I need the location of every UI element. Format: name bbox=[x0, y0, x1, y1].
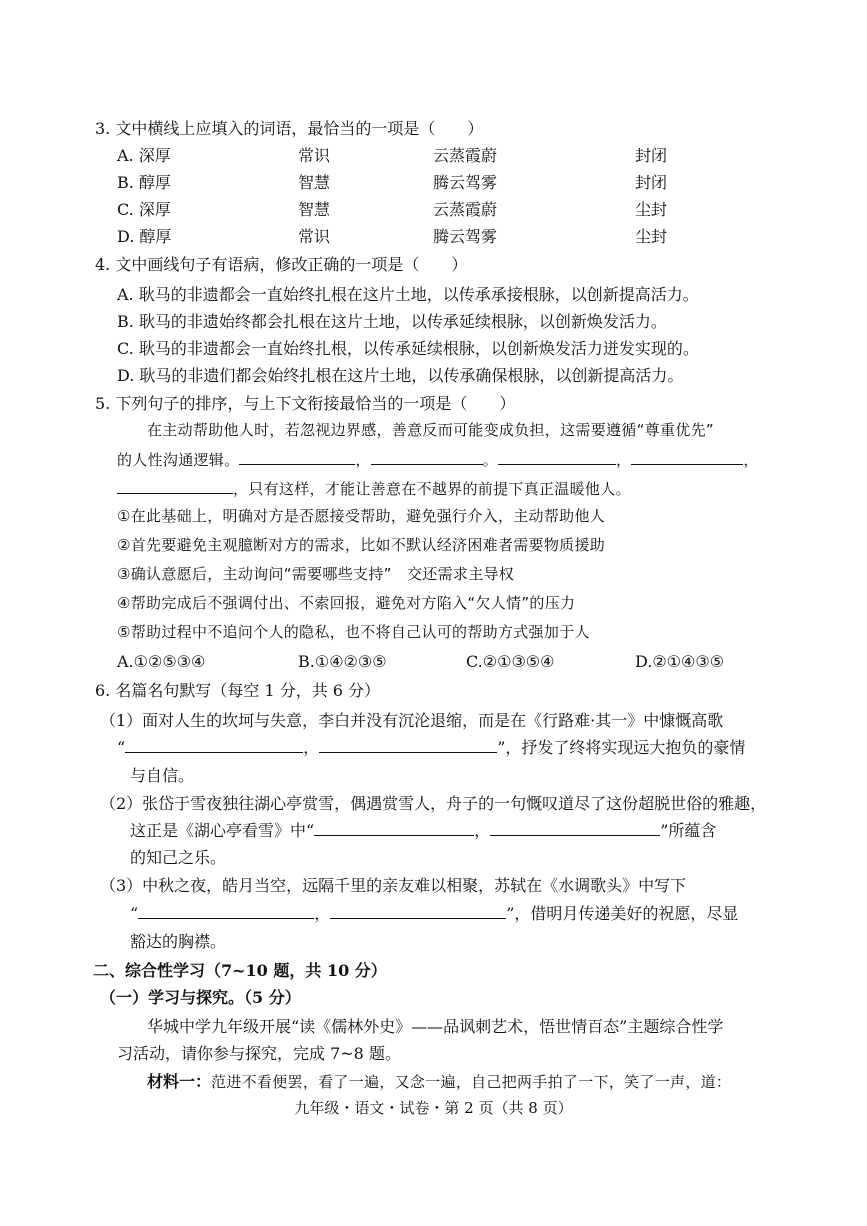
q3-option-d-3: 腾云驾雾 bbox=[433, 227, 498, 246]
q5-item-5: ⑤帮助过程中不追问个人的隐私，也不将自己认可的帮助方式强加于人 bbox=[117, 623, 590, 641]
q5-passage-line3 bbox=[117, 478, 631, 500]
material-text: 范进不看便罢，看了一遍，又念一遍，自己把两手拍了一下，笑了一声，道： bbox=[211, 1073, 732, 1091]
q6-blank-3[interactable] bbox=[314, 820, 474, 836]
q5-passage-line2 bbox=[117, 449, 759, 471]
q5-stem: 5. 下列句子的排序，与上下文衔接最恰当的一项是（ ） bbox=[95, 394, 516, 413]
page-footer: 九年级・语文・试卷・第 2 页（共 8 页） bbox=[294, 1099, 573, 1117]
q4-option-d: D. 耿马的非遗们都会始终扎根在这片土地，以传承确保根脉，以创新提高活力。 bbox=[117, 366, 684, 385]
q5-blank-5[interactable] bbox=[117, 478, 233, 494]
sub-section-heading: （一）学习与探究。（5 分） bbox=[100, 988, 301, 1007]
q5-choice-a: A.①②⑤③④ bbox=[117, 652, 206, 671]
q5-passage-end: ，只有这样，才能让善意在不越界的前提下真正温暖他人。 bbox=[233, 480, 631, 498]
q5-item-4: ④帮助完成后不强调付出、不索回报，避免对方陷入“欠人情”的压力 bbox=[117, 594, 576, 612]
q6-p3-line1: （3）中秋之夜，皓月当空，远隔千里的亲友难以相聚，苏轼在《水调歌头》中写下 bbox=[100, 876, 687, 895]
q3-option-a-4: 封闭 bbox=[635, 146, 668, 165]
q3-option-c-4: 尘封 bbox=[635, 200, 668, 219]
comma: ， bbox=[303, 738, 320, 757]
q6-p1-line3: 与自信。 bbox=[130, 766, 195, 785]
q5-choice-c: C.②①③⑤④ bbox=[466, 652, 555, 671]
q6-blank-4[interactable] bbox=[490, 820, 660, 836]
q5-passage-text: 的人性沟通逻辑。 bbox=[117, 451, 240, 469]
q6-p3-end: ”，借明月传递美好的祝愿，尽显 bbox=[506, 904, 739, 923]
q5-item-1: ①在此基础上，明确对方是否愿接受帮助，避免强行介入，主动帮助他人 bbox=[117, 507, 606, 525]
q3-stem: 3. 文中横线上应填入的词语，最恰当的一项是（ ） bbox=[95, 119, 484, 138]
q5-blank-4[interactable] bbox=[631, 449, 743, 465]
q5-blank-3[interactable] bbox=[498, 449, 616, 465]
q4-option-b: B. 耿马的非遗始终都会扎根在这片土地，以传承延续根脉，以创新焕发活力。 bbox=[117, 312, 667, 331]
comma: ， bbox=[314, 904, 331, 923]
section-intro-line1: 华城中学九年级开展“读《儒林外史》——品讽刺艺术，悟世情百态”主题综合性学 bbox=[147, 1017, 724, 1036]
q3-option-a-3: 云蒸霞蔚 bbox=[433, 146, 498, 165]
q3-option-b-3: 腾云驾雾 bbox=[433, 173, 498, 192]
q5-passage-line1: 在主动帮助他人时，若忽视边界感，善意反而可能变成负担，这需要遵循“尊重优先” bbox=[147, 421, 714, 439]
q5-item-3: ③确认意愿后，主动询问“需要哪些支持” 交还需求主导权 bbox=[117, 565, 515, 583]
comma: ， bbox=[355, 451, 371, 469]
open-quote: “ bbox=[130, 904, 139, 923]
q6-p2-line1: （2）张岱于雪夜独往湖心亭赏雪，偶遇赏雪人，舟子的一句慨叹道尽了这份超脱世俗的雅趣， bbox=[100, 794, 767, 813]
q3-option-b-4: 封闭 bbox=[635, 173, 668, 192]
material-one bbox=[147, 1071, 731, 1093]
q4-stem: 4. 文中画线句子有语病，修改正确的一项是（ ） bbox=[95, 255, 468, 274]
q6-blank-2[interactable] bbox=[319, 737, 497, 753]
q6-p2-start: 这正是《湖心亭看雪》中“ bbox=[130, 821, 315, 840]
q6-p2-line3: 的知己之乐。 bbox=[130, 848, 227, 867]
q3-option-d-1: D. 醇厚 bbox=[117, 227, 172, 246]
q6-blank-5[interactable] bbox=[138, 903, 314, 919]
q3-option-a-2: 常识 bbox=[298, 146, 331, 165]
comma: ， bbox=[474, 821, 491, 840]
q6-p1-line1: （1）面对人生的坎坷与失意，李白并没有沉沦退缩，而是在《行路难·其一》中慷慨高歌 bbox=[100, 711, 724, 730]
q6-p3-line2 bbox=[130, 903, 738, 925]
q3-option-b-1: B. 醇厚 bbox=[117, 173, 171, 192]
comma: ， bbox=[743, 451, 759, 469]
q6-blank-6[interactable] bbox=[330, 903, 506, 919]
section-intro-line2: 习活动，请你参与探究，完成 7~8 题。 bbox=[117, 1044, 401, 1063]
q5-blank-1[interactable] bbox=[239, 449, 355, 465]
section-heading: 二、综合性学习（7~10 题，共 10 分） bbox=[93, 961, 387, 980]
q5-item-2: ②首先要避免主观臆断对方的需求，比如不默认经济困难者需要物质援助 bbox=[117, 536, 606, 554]
q3-option-c-2: 智慧 bbox=[298, 200, 331, 219]
q3-option-d-4: 尘封 bbox=[635, 227, 668, 246]
q3-option-d-2: 常识 bbox=[298, 227, 331, 246]
period: 。 bbox=[482, 451, 499, 469]
q6-blank-1[interactable] bbox=[125, 737, 303, 753]
q5-blank-2[interactable] bbox=[371, 449, 483, 465]
q6-p3-line3: 豁达的胸襟。 bbox=[130, 932, 227, 951]
q4-option-a: A. 耿马的非遗都会一直始终扎根在这片土地，以传承承接根脉，以创新提高活力。 bbox=[117, 285, 699, 304]
q5-choice-b: B.①④②③⑤ bbox=[298, 652, 387, 671]
q6-p1-end: ”，抒发了终将实现远大抱负的豪情 bbox=[497, 738, 746, 757]
open-quote: “ bbox=[117, 738, 126, 757]
q4-option-c: C. 耿马的非遗都会一直始终扎根，以传承延续根脉，以创新焕发活力迸发实现的。 bbox=[117, 339, 699, 358]
material-label: 材料一： bbox=[147, 1072, 212, 1091]
q3-option-c-3: 云蒸霞蔚 bbox=[433, 200, 498, 219]
comma: ， bbox=[616, 451, 632, 469]
q6-p2-end: ”所蕴含 bbox=[660, 821, 717, 840]
q6-stem: 6. 名篇名句默写（每空 1 分，共 6 分） bbox=[95, 681, 381, 700]
q5-choice-d: D.②①④③⑤ bbox=[635, 652, 725, 671]
q6-p1-line2 bbox=[117, 737, 745, 759]
q6-p2-line2 bbox=[130, 820, 716, 842]
q3-option-c-1: C. 深厚 bbox=[117, 200, 171, 219]
q3-option-a-1: A. 深厚 bbox=[117, 146, 171, 165]
q3-option-b-2: 智慧 bbox=[298, 173, 331, 192]
